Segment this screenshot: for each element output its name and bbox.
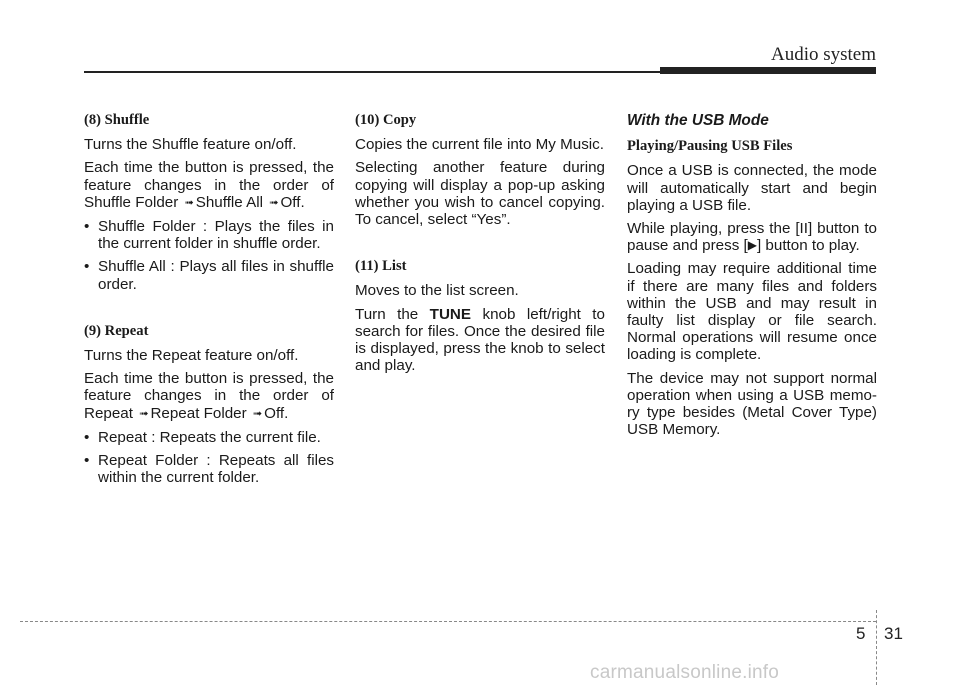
usb-autoplay-desc: Once a USB is connected, the mode will automatically start and begin playing a USB file. — [627, 162, 877, 214]
footer-rule — [20, 621, 876, 622]
tune-knob-label: TUNE — [429, 305, 472, 323]
shuffle-bullet-folder: • Shuffle Folder : Plays the files in the current folder in shuffle order. — [84, 218, 334, 253]
shuffle-order: Each time the button is pressed, the feature changes in the order of Shuffle Folder ➟ Shuffle All ➟ Off. — [84, 159, 334, 211]
list-tune-instructions: Turn the TUNE knob left/right to search for files. Once the desired file is displayed, press the knob to select and play. — [355, 305, 605, 375]
column-left — [84, 112, 334, 492]
arrow-icon: ➟ — [139, 407, 149, 420]
chapter-number: 5 — [856, 624, 866, 643]
repeat-bullet-folder: • Repeat Folder : Repeats all files within the current folder. — [84, 452, 334, 487]
list-heading: (11) List — [355, 258, 407, 275]
header-rule-thick — [660, 67, 876, 74]
usb-play-pause-heading: Playing/Pausing USB Files — [627, 138, 793, 155]
page-header-title: Audio system — [770, 44, 876, 65]
arrow-icon: ➟ — [269, 196, 279, 209]
column-middle — [355, 112, 605, 380]
copy-desc: Copies the current file into My Music. — [355, 136, 604, 154]
arrow-icon: ➟ — [252, 407, 263, 420]
bullet-icon: • — [84, 452, 90, 470]
column-right — [627, 112, 877, 444]
bullet-icon: • — [84, 218, 90, 236]
header-rule-thin — [84, 71, 660, 73]
usb-pause-play-desc: While playing, press the [II] button to pause and press [▶] button to play. — [627, 220, 877, 255]
page-number: 31 — [884, 624, 903, 643]
usb-loading-note: Loading may require additional time if there are many files and folders within the USB and may result in faulty list display or file search. Normal operations will resume once loading is complete. — [627, 260, 877, 364]
shuffle-heading: (8) Shuffle — [84, 112, 150, 128]
bullet-icon: • — [84, 428, 90, 446]
repeat-order: Each time the button is pressed, the feature changes in the order of Repeat ➟ Repeat Folder ➟ Off. — [84, 370, 334, 422]
watermark-text: carmanualsonline.info — [590, 662, 780, 683]
list-desc: Moves to the list screen. — [355, 282, 519, 300]
repeat-desc: Turns the Repeat feature on/off. — [84, 347, 299, 365]
usb-compat-note: The device may not support normal operation when using a USB memo-ry type besides (Metal Cover Type) USB Memory. — [627, 369, 877, 439]
play-icon: ▶ — [747, 238, 757, 253]
copy-cancel-note: Selecting another feature during copying will display a pop-up asking whether you wish to cancel copying. To cancel, select “Yes”. — [355, 159, 605, 229]
shuffle-bullet-all: • Shuffle All : Plays all files in shuffle order. — [84, 258, 334, 293]
copy-heading: (10) Copy — [355, 112, 417, 128]
arrow-icon: ➟ — [184, 196, 194, 209]
repeat-bullet-file: • Repeat : Repeats the current file. — [84, 428, 321, 446]
footer-divider — [876, 610, 877, 685]
shuffle-desc: Turns the Shuffle feature on/off. — [84, 136, 297, 154]
usb-mode-heading: With the USB Mode — [627, 112, 769, 129]
bullet-icon: • — [84, 258, 90, 276]
repeat-heading: (9) Repeat — [84, 322, 149, 339]
